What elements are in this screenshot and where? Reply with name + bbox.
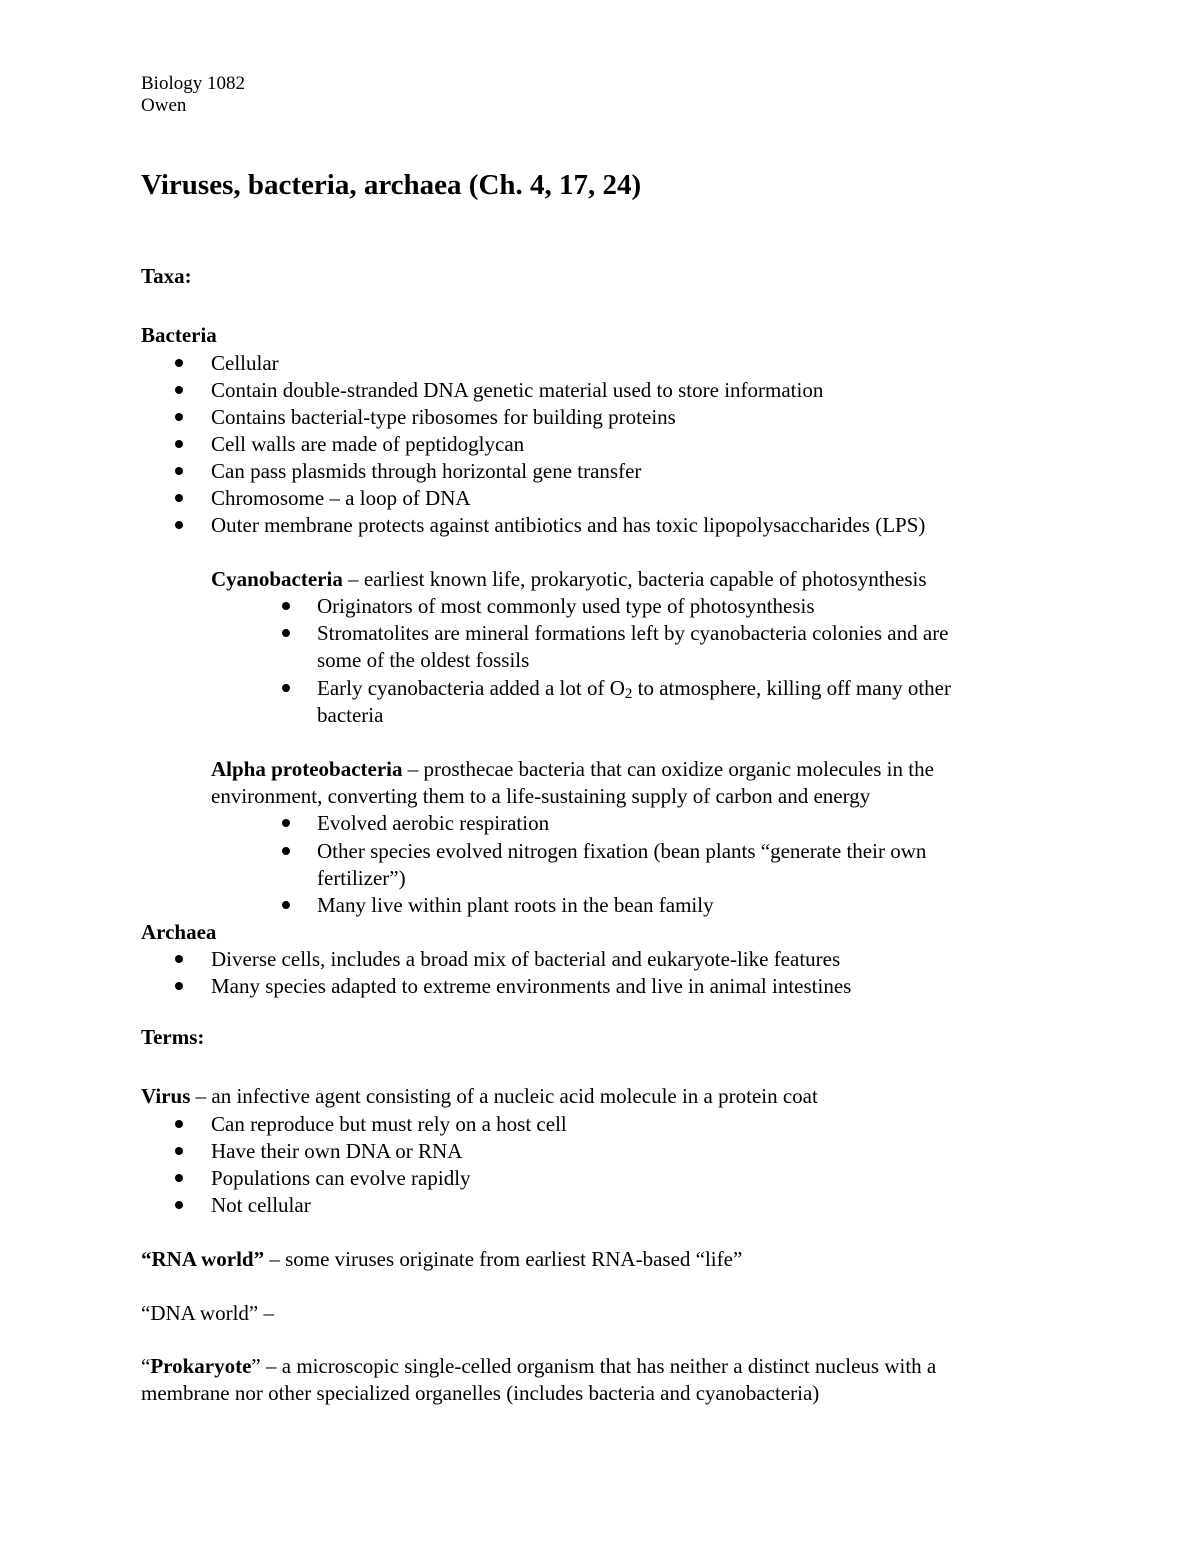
bullet-icon bbox=[282, 602, 290, 610]
bullet-icon bbox=[175, 982, 183, 990]
list-item: Many species adapted to extreme environments and live in animal intestines bbox=[211, 974, 852, 998]
list-item-text: to atmosphere, killing off many other bbox=[632, 676, 951, 700]
list-item-continuation: fertilizer”) bbox=[317, 866, 406, 890]
bullet-icon bbox=[175, 955, 183, 963]
definition-text: – an infective agent consisting of a nucleic acid molecule in a protein coat bbox=[190, 1084, 818, 1108]
cyanobacteria-definition bbox=[211, 566, 927, 593]
definition-text: – some viruses originate from earliest RNA-based “life” bbox=[264, 1247, 743, 1271]
bullet-icon bbox=[175, 1174, 183, 1182]
course-name: Biology 1082 bbox=[141, 73, 245, 94]
list-item: Contain double-stranded DNA genetic material used to store information bbox=[211, 378, 824, 402]
bullet-icon bbox=[175, 359, 183, 367]
bullet-icon bbox=[175, 467, 183, 475]
list-item: Can pass plasmids through horizontal gene transfer bbox=[211, 459, 642, 483]
list-item: Other species evolved nitrogen fixation (bean plants “generate their own bbox=[317, 839, 927, 863]
prokaryote-term: Prokaryote bbox=[150, 1354, 252, 1378]
list-item: Can reproduce but must rely on a host cell bbox=[211, 1112, 567, 1136]
bullet-icon bbox=[282, 684, 290, 692]
alpha-definition bbox=[211, 756, 934, 783]
page-title: Viruses, bacteria, archaea (Ch. 4, 17, 24) bbox=[141, 169, 642, 201]
list-item: Cell walls are made of peptidoglycan bbox=[211, 432, 525, 456]
bullet-icon bbox=[282, 847, 290, 855]
open-quote: “ bbox=[141, 1354, 151, 1378]
list-item: Evolved aerobic respiration bbox=[317, 811, 550, 835]
list-item: Not cellular bbox=[211, 1193, 311, 1217]
virus-definition bbox=[141, 1083, 818, 1110]
list-item: Originators of most commonly used type of photosynthesis bbox=[317, 594, 815, 618]
bullet-icon bbox=[282, 819, 290, 827]
dna-world-definition: “DNA world” – bbox=[141, 1301, 274, 1325]
bullet-icon bbox=[175, 521, 183, 529]
list-item bbox=[317, 675, 951, 702]
list-item: Diverse cells, includes a broad mix of bacterial and eukaryote-like features bbox=[211, 947, 841, 971]
bullet-icon bbox=[282, 901, 290, 909]
prokaryote-definition bbox=[141, 1353, 936, 1380]
alpha-definition-line2: environment, converting them to a life-sustaining supply of carbon and energy bbox=[211, 784, 871, 808]
bullet-icon bbox=[175, 413, 183, 421]
list-item: Stromatolites are mineral formations left by cyanobacteria colonies and are bbox=[317, 621, 949, 645]
bullet-icon bbox=[282, 629, 290, 637]
list-item: Populations can evolve rapidly bbox=[211, 1166, 471, 1190]
archaea-heading: Archaea bbox=[141, 920, 217, 944]
list-item: Outer membrane protects against antibiotics and has toxic lipopolysaccharides (LPS) bbox=[211, 513, 926, 537]
bacteria-heading: Bacteria bbox=[141, 323, 217, 347]
list-item-continuation: bacteria bbox=[317, 703, 384, 727]
bullet-icon bbox=[175, 1201, 183, 1209]
virus-term: Virus bbox=[141, 1084, 191, 1108]
list-item: Many live within plant roots in the bean family bbox=[317, 893, 714, 917]
rna-world-term: “RNA world” bbox=[141, 1247, 265, 1271]
definition-text: ” – a microscopic single-celled organism that has neither a distinct nucleus with a bbox=[251, 1354, 937, 1378]
bullet-icon bbox=[175, 386, 183, 394]
cyanobacteria-term: Cyanobacteria bbox=[211, 567, 343, 591]
list-item: Contains bacterial-type ribosomes for building proteins bbox=[211, 405, 676, 429]
bullet-icon bbox=[175, 1147, 183, 1155]
terms-heading: Terms: bbox=[141, 1025, 205, 1049]
rna-world-definition bbox=[141, 1246, 742, 1273]
bullet-icon bbox=[175, 494, 183, 502]
definition-text: – prosthecae bacteria that can oxidize organic molecules in the bbox=[402, 757, 934, 781]
definition-text: – earliest known life, prokaryotic, bacteria capable of photosynthesis bbox=[342, 567, 927, 591]
list-item: Chromosome – a loop of DNA bbox=[211, 486, 471, 510]
list-item-continuation: some of the oldest fossils bbox=[317, 648, 530, 672]
list-item: Cellular bbox=[211, 351, 279, 375]
subscript-2: 2 bbox=[624, 686, 633, 702]
bullet-icon bbox=[175, 1120, 183, 1128]
prokaryote-definition-line2: membrane nor other specialized organelles (includes bacteria and cyanobacteria) bbox=[141, 1381, 820, 1405]
list-item-text: Early cyanobacteria added a lot of O bbox=[317, 676, 625, 700]
taxa-heading: Taxa: bbox=[141, 264, 192, 288]
alpha-term: Alpha proteobacteria bbox=[211, 757, 403, 781]
bullet-icon bbox=[175, 440, 183, 448]
author-name: Owen bbox=[141, 95, 187, 116]
list-item: Have their own DNA or RNA bbox=[211, 1139, 463, 1163]
